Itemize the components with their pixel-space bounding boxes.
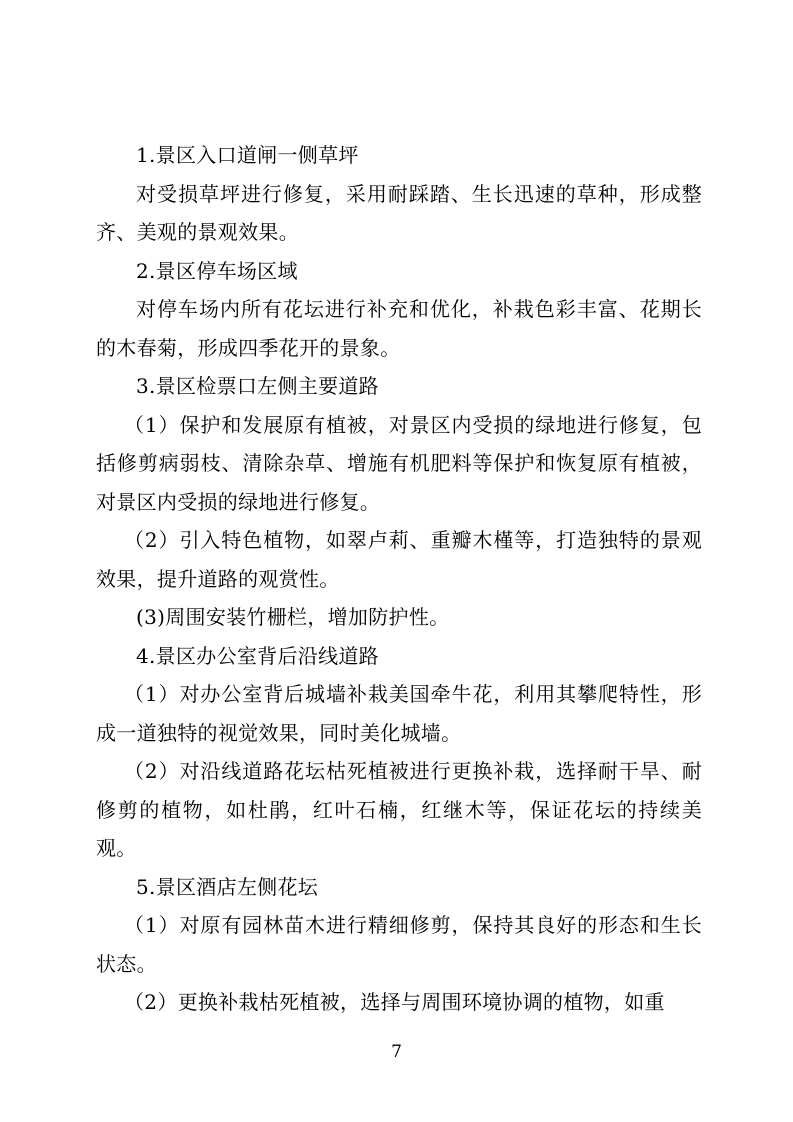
heading-hotel-flowerbed: 5.景区酒店左侧花坛 <box>136 874 319 899</box>
document-body <box>96 136 702 1022</box>
paragraph-hotel-flowerbed-1: （1）对原有园林苗木进行精细修剪，保持其良好的形态和生长状态。 <box>96 913 702 976</box>
paragraph-ticket-road-1: （1）保护和发展原有植被，对景区内受损的绿地进行修复，包括修剪病弱枝、清除杂草、增施有机肥料等保护和恢复原有植被，对景区内受损的绿地进行修复。 <box>96 412 702 514</box>
page-number: 7 <box>391 1042 402 1062</box>
heading-ticket-road: 3.景区检票口左侧主要道路 <box>136 374 379 398</box>
heading-office-road: 4.景区办公室背后沿线道路 <box>136 643 379 668</box>
paragraph-office-road-2: （2）对沿线道路花坛枯死植被进行更换补栽，选择耐干旱、耐修剪的植物，如杜鹃，红叶石楠，红继木等，保证花坛的持续美观。 <box>96 759 702 860</box>
heading-parking-area: 2.景区停车场区域 <box>136 258 298 283</box>
paragraph-entrance-lawn: 对受损草坪进行修复，采用耐踩踏、生长迅速的草种，形成整齐、美观的景观效果。 <box>96 181 702 244</box>
paragraph-ticket-road-3: (3)周围安装竹栅栏，增加防护性。 <box>136 605 450 629</box>
paragraph-ticket-road-2: （2）引入特色植物，如翠卢莉、重瓣木槿等，打造独特的景观效果，提升道路的观赏性。 <box>96 528 702 591</box>
paragraph-office-road-1: （1）对办公室背后城墙补栽美国牵牛花，利用其攀爬特性，形成一道独特的视觉效果，同时美化城墙。 <box>96 682 702 745</box>
paragraph-parking-area: 对停车场内所有花坛进行补充和优化，补栽色彩丰富、花期长的木春菊，形成四季花开的景象。 <box>96 297 702 360</box>
heading-entrance-lawn: 1.景区入口道闸一侧草坪 <box>136 143 359 167</box>
paragraph-hotel-flowerbed-2: （2）更换补栽枯死植被，选择与周围环境协调的植物，如重 <box>124 990 665 1014</box>
